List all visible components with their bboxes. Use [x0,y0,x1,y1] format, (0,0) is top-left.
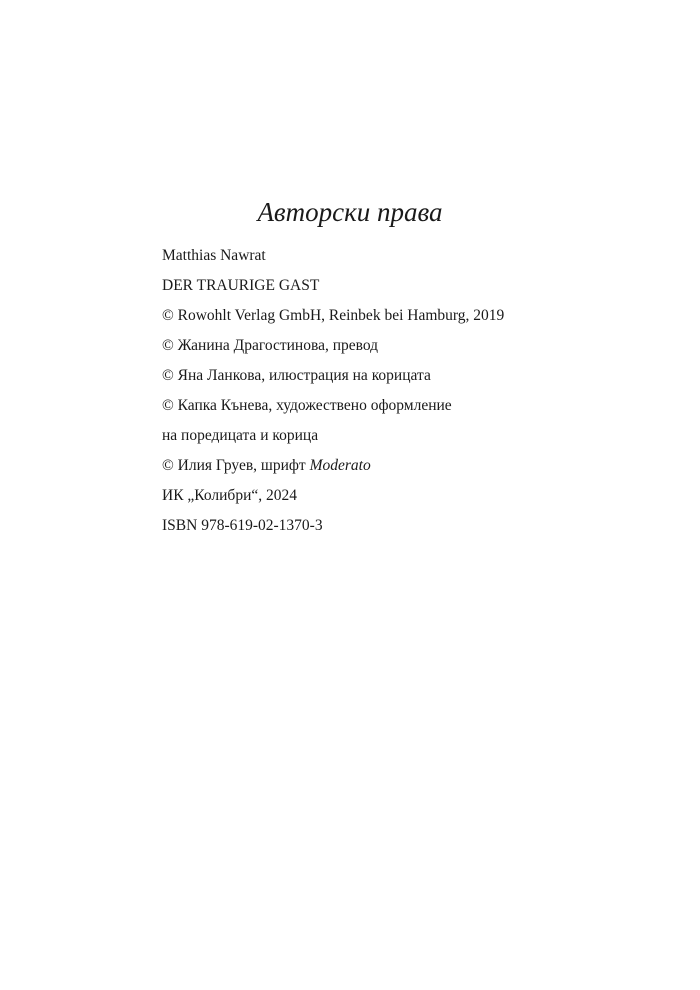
translation-credit: © Жанина Драгостинова, превод [162,337,379,354]
cover-illustration-credit: © Яна Ланкова, илюстрация на корицата [162,367,431,384]
publisher-line: ИК „Колибри“, 2024 [162,487,297,504]
author-name: Matthias Nawrat [162,247,266,264]
font-credit-prefix: © Илия Груев, шрифт [162,457,310,474]
design-credit: © Капка Кънева, художествено оформление [162,397,452,414]
original-title: DER TRAURIGE GAST [162,277,320,294]
design-credit-continued: на поредицата и корица [162,427,319,444]
copyright-lines [162,241,662,541]
font-credit [162,451,662,481]
isbn-line: ISBN 978-619-02-1370-3 [162,517,323,534]
original-copyright: © Rowohlt Verlag GmbH, Reinbek bei Hamburg, 2019 [162,307,505,324]
page-title: Авторски права [257,197,443,227]
font-credit-name: Moderato [309,457,371,474]
